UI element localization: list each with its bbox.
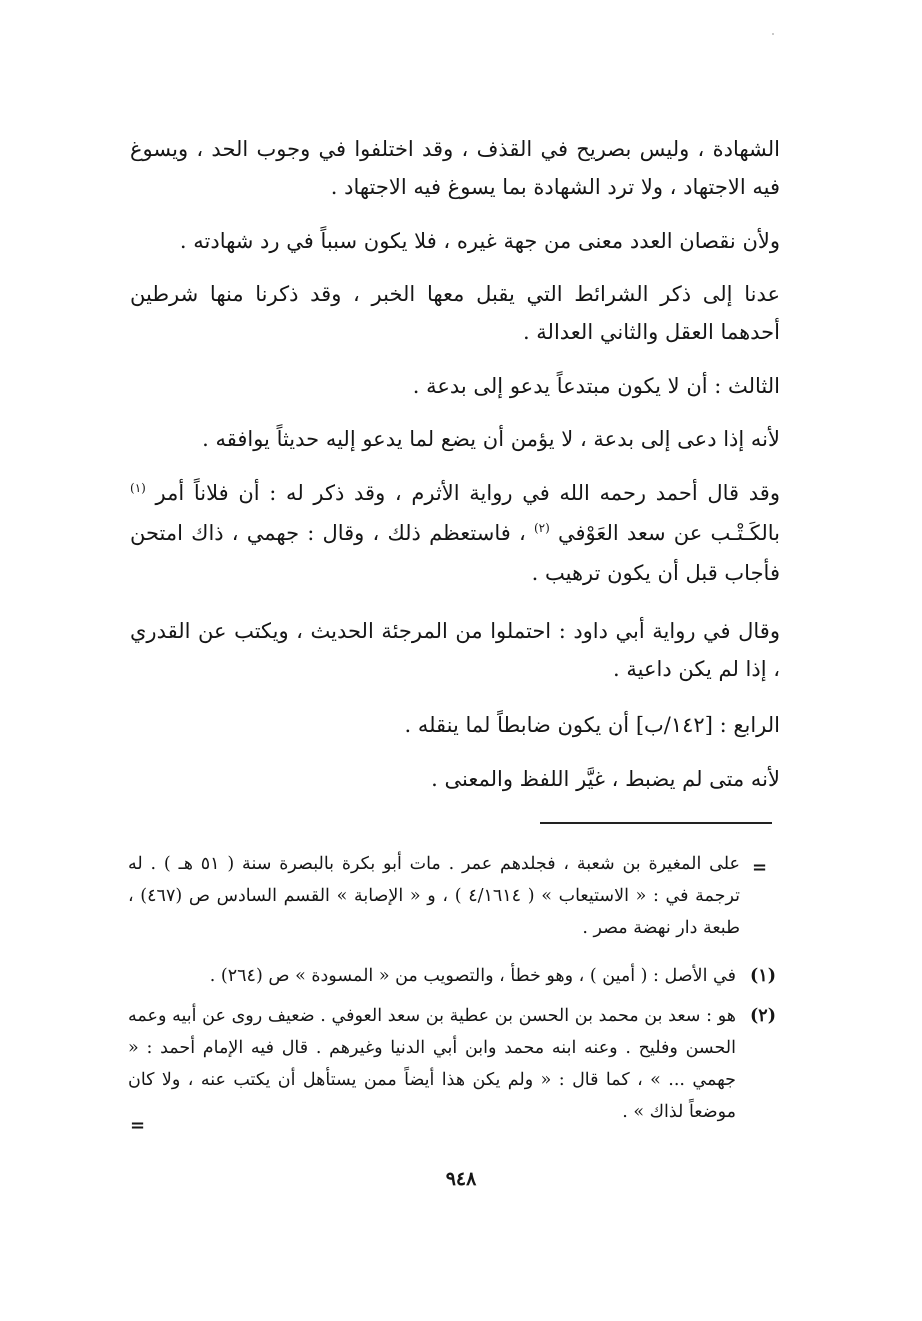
paragraph-innovation-reason: لأنه إذا دعى إلى بدعة ، لا يؤمن أن يضع لما يدعو إليه حديثاً يوافقه . (202, 427, 780, 451)
paragraph-third-condition: الثالث : أن لا يكون مبتدعاً يدعو إلى بدعة . (412, 374, 780, 398)
footnote-divider (540, 822, 772, 824)
footnote-2-marker: (٢) (750, 1006, 776, 1026)
page-number: ٩٤٨ (445, 1168, 477, 1190)
ahmad-text-part3: ، فاستعظم ذلك ، وقال : جهمي ، ذاك امتحن فأجاب قبل أن يكون ترهيب . (130, 521, 780, 585)
end-continuation-marker: = (130, 1115, 146, 1136)
footnote-continuation: على المغيرة بن شعبة ، فجلدهم عمر . مات أبو بكرة بالبصرة سنة ( ٥١ هـ ) . له ترجمة في : « الاستيعاب » ( ٤/١٦١٤ ) ، و « الإصابة » القسم السادس ص (٤٦٧) ، طبعة دار نهضة مصر . (128, 854, 740, 938)
ahmad-text-part2: بالكَـتْـب عن سعد العَوْفي (557, 521, 780, 545)
paragraph-number-deficiency: ولأن نقصان العدد معنى من جهة غيره ، فلا يكون سبباً في رد شهادته . (179, 229, 780, 253)
paragraph-abu-dawud: وقال في رواية أبي داود : احتملوا من المرجئة الحديث ، ويكتب عن القدري ، إذا لم يكن داعية . (130, 619, 780, 681)
paragraph-conditions: عدنا إلى ذكر الشرائط التي يقبل معها الخبر ، وقد ذكرنا منها شرطين أحدهما العقل والثاني العدالة . (130, 282, 780, 344)
paragraph-accuracy-reason: لأنه متى لم يضبط ، غيَّر اللفظ والمعنى . (431, 767, 780, 791)
footnote-2-text: هو : سعد بن محمد بن الحسن بن عطية بن سعد العوفي . ضعيف روى عن أبيه وعمه الحسن وفليح . وعنه ابنه محمد وابن أبي الدنيا وغيرهم . قال فيه الإمام أحمد : « جهمي ... » ، كما قال : « ولم يكن هذا أيضاً ممن يستأهل أن يكتب عنه ، ولا كان موضعاً لذاك » . (128, 1006, 736, 1122)
footnote-1-text: في الأصل : ( أمين ) ، وهو خطأ ، والتصويب من « المسودة » ص (٢٦٤) . (209, 966, 736, 986)
paragraph-testimony: الشهادة ، وليس بصريح في القذف ، وقد اختلفوا في وجوب الحد ، ويسوغ فيه الاجتهاد ، ولا ترد الشهادة بما يسوغ فيه الاجتهاد . (130, 137, 780, 199)
ahmad-text-part1: وقد قال أحمد رحمه الله في رواية الأثرم ، وقد ذكر له : أن فلاناً أمر (155, 481, 780, 505)
paragraph-ahmad-athram (130, 473, 780, 593)
footnote-ref-2[interactable]: (٢) (533, 521, 550, 535)
footnote-1-marker: (١) (750, 966, 776, 986)
paragraph-fourth-condition: الرابع : [١٤٢/ب] أن يكون ضابطاً لما ينقله . (404, 713, 780, 737)
scan-speck (772, 33, 774, 35)
continuation-marker: = (752, 857, 768, 878)
footnote-ref-1[interactable]: (١) (130, 481, 146, 495)
